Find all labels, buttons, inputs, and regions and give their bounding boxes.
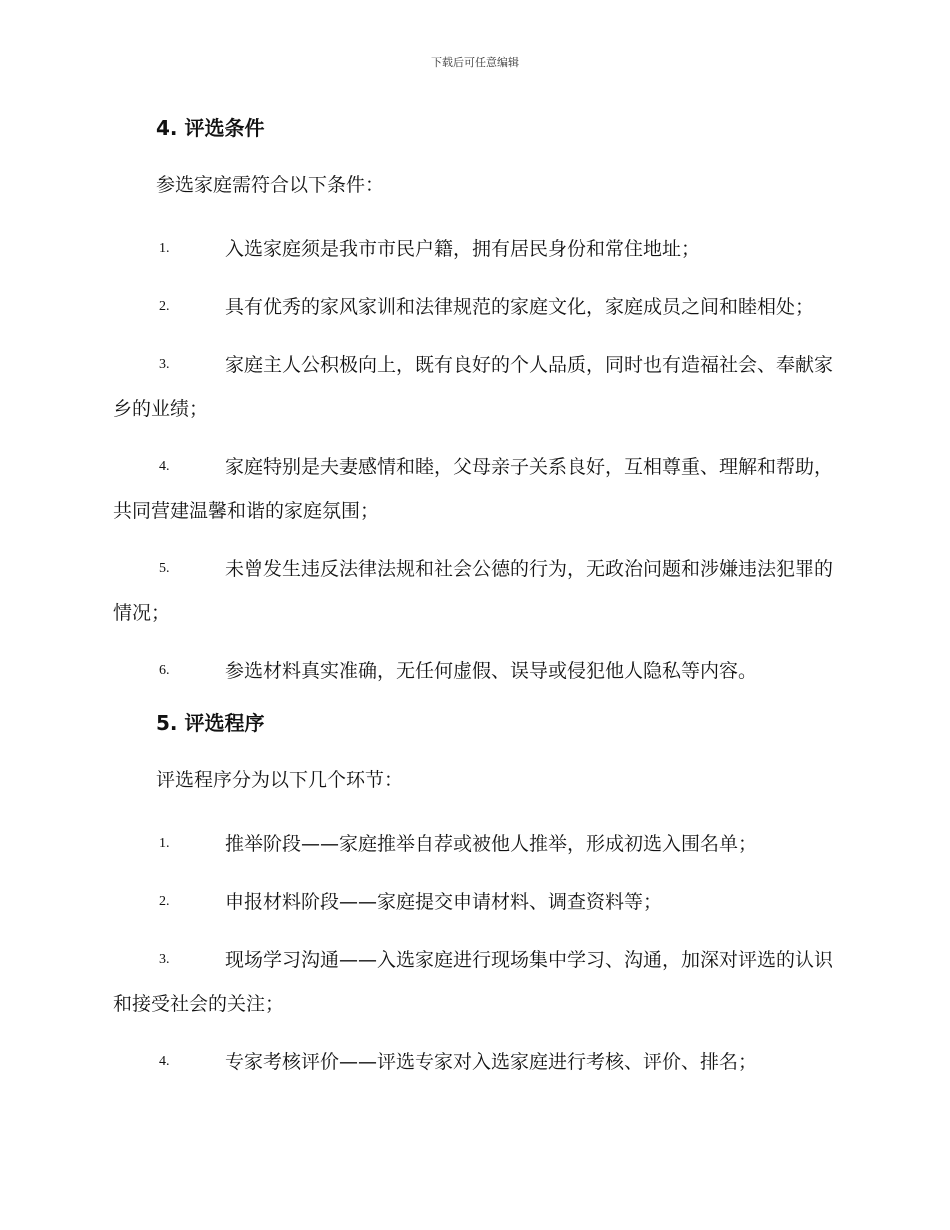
list-number: 4. (159, 1054, 170, 1069)
list-item (113, 547, 835, 635)
list-item-text: 参选材料真实准确，无任何虚假、误导或侵犯他人隐私等内容。 (225, 660, 758, 682)
list-item-text: 入选家庭须是我市市民户籍，拥有居民身份和常住地址； (225, 238, 701, 260)
section-4-heading: 4. 评选条件 (156, 116, 265, 140)
list-item (113, 227, 835, 271)
page-header-note: 下载后可任意编辑 (431, 56, 519, 69)
list-item-text: 家庭特别是夫妻感情和睦，父母亲子关系良好，互相尊重、理解和帮助，共同营建温馨和谐的家庭氛围； (113, 456, 834, 522)
list-item (113, 445, 835, 533)
section-4-intro: 参选家庭需符合以下条件： (156, 174, 385, 196)
list-number: 1. (159, 836, 170, 851)
list-item (113, 1040, 835, 1084)
list-item (113, 649, 835, 693)
list-item-text: 推举阶段——家庭推举自荐或被他人推举，形成初选入围名单； (225, 833, 758, 855)
list-item-text: 未曾发生违反法律法规和社会公德的行为，无政治问题和涉嫌违法犯罪的情况； (113, 558, 834, 624)
list-item-text: 家庭主人公积极向上，既有良好的个人品质，同时也有造福社会、奉献家乡的业绩； (113, 354, 834, 420)
list-number: 5. (159, 561, 170, 576)
section-5-heading: 5. 评选程序 (156, 711, 265, 735)
list-item (113, 822, 835, 866)
list-item-text: 申报材料阶段——家庭提交申请材料、调查资料等； (225, 891, 663, 913)
list-item (113, 285, 835, 329)
list-item-text: 具有优秀的家风家训和法律规范的家庭文化，家庭成员之间和睦相处； (225, 296, 815, 318)
document-body (113, 112, 835, 1084)
list-number: 6. (159, 663, 170, 678)
list-number: 3. (159, 357, 170, 372)
list-item (113, 938, 835, 1026)
list-number: 3. (159, 952, 170, 967)
list-item (113, 880, 835, 924)
list-number: 4. (159, 459, 170, 474)
list-number: 1. (159, 241, 170, 256)
list-item (113, 343, 835, 431)
section-5-intro: 评选程序分为以下几个环节： (156, 769, 404, 791)
list-item-text: 专家考核评价——评选专家对入选家庭进行考核、评价、排名； (225, 1051, 758, 1073)
list-number: 2. (159, 894, 170, 909)
list-number: 2. (159, 299, 170, 314)
list-item-text: 现场学习沟通——入选家庭进行现场集中学习、沟通，加深对评选的认识和接受社会的关注； (113, 949, 834, 1015)
